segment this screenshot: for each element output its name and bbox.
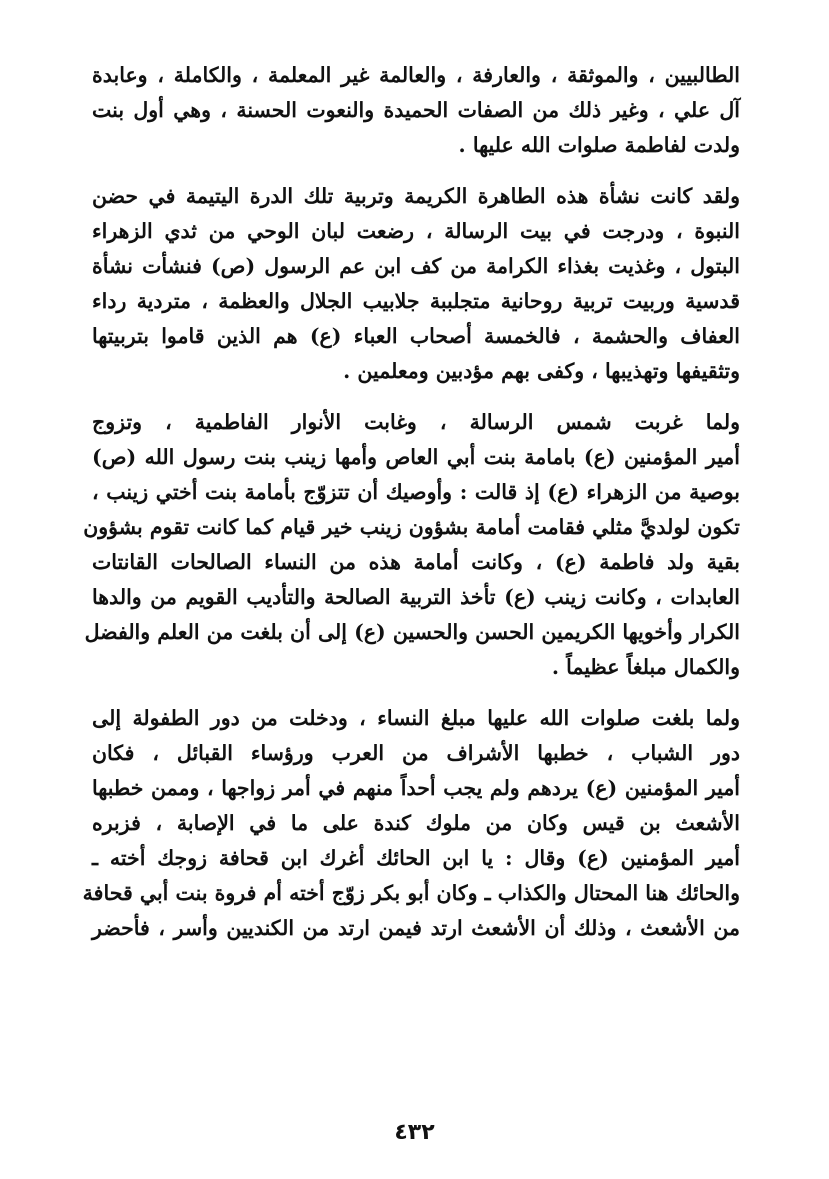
text-line: والكمال مبلغاً عظيماً . [551, 655, 740, 679]
paragraph-3 [83, 405, 740, 685]
text-line: ولما بلغت صلوات الله عليها مبلغ النساء ، ودخلت من دور الطفولة إلى [92, 706, 740, 730]
text-line: آل علي ، وغير ذلك من الصفات الحميدة والنعوت الحسنة ، وهي أول بنت [92, 98, 740, 122]
paragraph-4 [82, 701, 740, 946]
text-line: الأشعث بن قيس وكان من ملوك كندة على ما في الإصابة ، فزبره [92, 811, 740, 835]
text-line: ولما غربت شمس الرسالة ، وغابت الأنوار الفاطمية ، وتزوج [92, 410, 740, 434]
page-text [82, 58, 740, 962]
text-line: دور الشباب ، خطبها الأشراف من العرب ورؤساء القبائل ، فكان [92, 741, 740, 765]
text-line: الطالبيين ، والموثقة ، والعارفة ، والعالمة غير المعلمة ، والكاملة ، وعابدة [92, 63, 740, 87]
text-line: النبوة ، ودرجت في بيت الرسالة ، رضعت لبان الوحي من ثدي الزهراء [92, 219, 740, 243]
text-line: العفاف والحشمة ، فالخمسة أصحاب العباء (ع) هم الذين قاموا بتربيتها [92, 324, 740, 348]
text-line: أمير المؤمنين (ع) وقال : يا ابن الحائك أغرك ابن قحافة زوجك أخته ـ [92, 846, 740, 870]
text-line: وتثقيفها وتهذيبها ، وكفى بهم مؤدبين ومعلمين . [343, 359, 740, 383]
paragraph-1 [92, 58, 740, 163]
text-line: والحائك هنا المحتال والكذاب ـ وكان أبو بكر زوّج أخته أم فروة بنت أبي قحافة [82, 881, 740, 905]
text-line: ولقد كانت نشأة هذه الطاهرة الكريمة وتربية تلك الدرة اليتيمة في حضن [92, 184, 740, 208]
page-number: ٤٣٢ [394, 1120, 435, 1145]
text-line: تكون لولديَّ مثلي فقامت أمامة بشؤون زينب خير قيام كما كانت تقوم بشؤون [83, 515, 740, 539]
text-line: العابدات ، وكانت زينب (ع) تأخذ التربية الصالحة والتأديب القويم من والدها [92, 585, 740, 609]
text-line: ولدت لفاطمة صلوات الله عليها . [458, 133, 740, 157]
paragraph-2 [92, 179, 740, 389]
text-line: أمير المؤمنين (ع) يردهم ولم يجب أحداً منهم في أمر زواجها ، وممن خطبها [92, 776, 740, 800]
text-line: بقية ولد فاطمة (ع) ، وكانت أمامة هذه من النساء الصالحات القانتات [92, 550, 740, 574]
text-line: من الأشعث ، وذلك أن الأشعث ارتد فيمن ارتد من الكنديين وأسر ، فأحضر [92, 916, 740, 940]
text-line: قدسية وربيت تربية روحانية متجلببة جلابيب الجلال والعظمة ، متردية رداء [92, 289, 740, 313]
text-line: أمير المؤمنين (ع) بامامة بنت أبي العاص وأمها زينب بنت رسول الله (ص) [92, 445, 740, 469]
text-line: بوصية من الزهراء (ع) إذ قالت : وأوصيك أن تتزوّج بأمامة بنت أختي زينب ، [92, 480, 740, 504]
text-line: الكرار وأخويها الكريمين الحسن والحسين (ع) إلى أن بلغت من العلم والفضل [84, 620, 740, 644]
text-line: البتول ، وغذيت بغذاء الكرامة من كف ابن عم الرسول (ص) فنشأت نشأة [92, 254, 740, 278]
